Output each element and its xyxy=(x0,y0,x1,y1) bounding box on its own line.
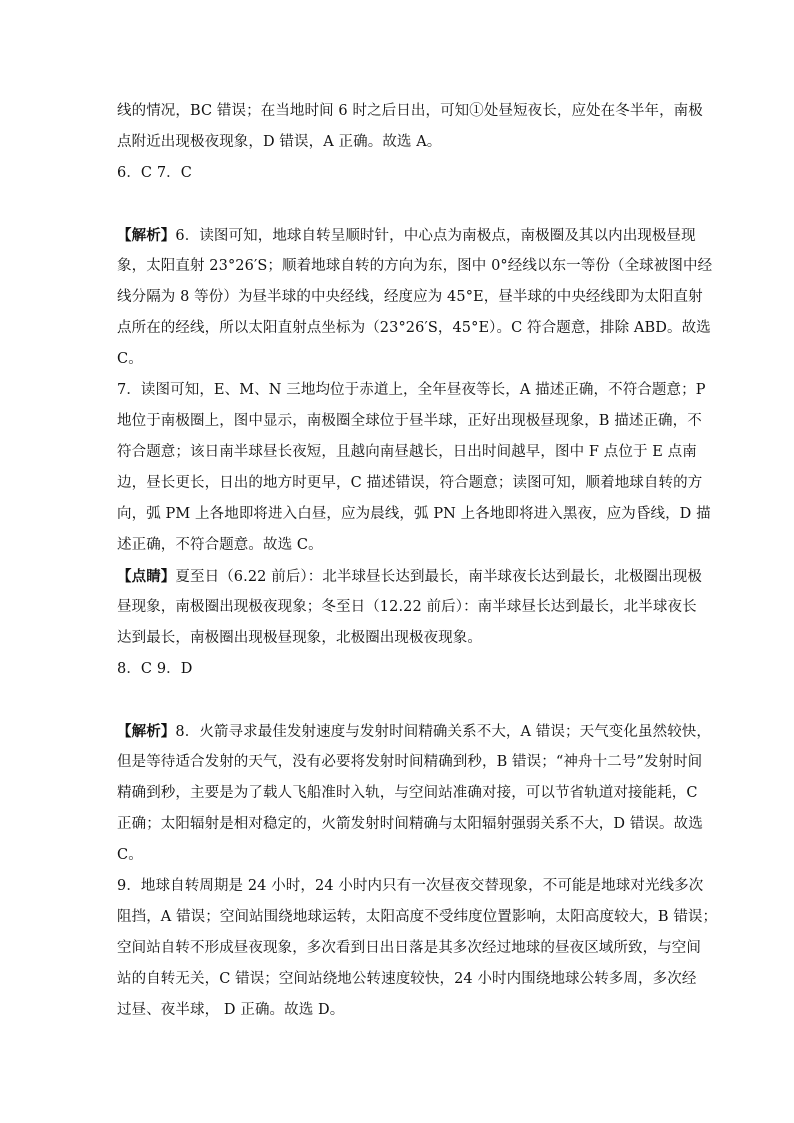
text-line xyxy=(117,623,687,654)
text-line xyxy=(117,592,697,623)
line-text: 线的情况，BC 错误；在当地时间 6 时之后日出，可知①处昼短夜长，应处在冬半年，南极 xyxy=(117,103,703,119)
line-text: 正确；太阳辐射是相对稳定的，火箭发射时间精确与太阳辐射强弱关系不大，D 错误。故选 xyxy=(117,816,703,832)
line-text: 站的自转无关，C 错误；空间站绕地公转速度较快，24 小时内围绕地球公转多周，多次经 xyxy=(117,971,697,987)
line-text: 空间站自转不形成昼夜现象，多次看到日出日落是其多次经过地球的昼夜区域所致，与空间 xyxy=(117,940,701,956)
line-text: 精确到秒，主要是为了载人飞船准时入轨，与空间站准确对接，可以节省轨道对接能耗，C xyxy=(117,785,698,801)
text-line xyxy=(117,840,687,871)
line-text: 8．火箭寻求最佳发射速度与发射时间精确关系不大，A 错误；天气变化虽然较快， xyxy=(175,724,712,740)
line-text: 9．地球自转周期是 24 小时，24 小时内只有一次昼夜交替现象，不可能是地球对光线多次 xyxy=(117,878,704,894)
line-text: 线分隔为 8 等份）为昼半球的中央经线，经度应为 45°E，昼半球的中央经线即为太阳直射 xyxy=(117,289,703,305)
text-line xyxy=(117,344,687,375)
text-line xyxy=(117,158,687,189)
text-line xyxy=(117,220,696,251)
line-text: 过昼、夜半球， D 正确。故选 D。 xyxy=(117,1002,345,1018)
text-line xyxy=(117,778,698,809)
line-text: 7．读图可知，E、M、N 三地均位于赤道上，全年昼夜等长，A 描述正确，不符合题意；P xyxy=(117,382,706,398)
text-line xyxy=(117,437,697,468)
text-line xyxy=(117,654,687,685)
line-text: 但是等待适合发射的天气，没有必要将发射时间精确到秒，B 错误；“神舟十二号”发射时间 xyxy=(117,754,703,770)
line-text: 达到最长，南极圈出现极昼现象，北极圈出现极夜现象。 xyxy=(117,630,482,646)
line-text: 点所在的经线，所以太阳直射点坐标为（23°26′S，45°E）。C 符合题意，排除 ABD。故选 xyxy=(117,320,711,336)
line-text: 昼现象，南极圈出现极夜现象；冬至日（12.22 前后）：南半球昼长达到最长，北半球夜长 xyxy=(117,599,697,615)
text-line xyxy=(117,747,703,778)
text-line xyxy=(117,282,703,313)
line-text: C。 xyxy=(117,847,143,863)
line-text: 点附近出现极夜现象，D 错误，A 正确。故选 A。 xyxy=(117,134,442,150)
text-line xyxy=(117,468,703,499)
line-text: 向，弧 PM 上各地即将进入白昼，应为晨线，弧 PN 上各地即将进入黑夜，应为昏线，D 描 xyxy=(117,506,711,522)
text-line xyxy=(117,716,712,747)
line-text: 阻挡，A 错误；空间站围绕地球运转，太阳高度不受纬度位置影响，太阳高度较大，B 错误； xyxy=(117,909,718,925)
document-page xyxy=(117,96,718,1026)
line-text: 地位于南极圈上，图中显示，南极圈全球位于昼半球，正好出现极昼现象，B 描述正确，不 xyxy=(117,413,702,429)
text-line xyxy=(117,561,702,592)
text-line xyxy=(117,96,703,127)
text-line xyxy=(117,995,687,1026)
text-line xyxy=(117,902,718,933)
line-text: 象，太阳直射 23°26′S；顺着地球自转的方向为东，图中 0°经线以东一等份（全球被图中经 xyxy=(117,258,713,274)
text-line xyxy=(117,530,687,561)
text-line xyxy=(117,406,702,437)
text-line xyxy=(117,933,701,964)
line-text: 6．C 7．C xyxy=(117,165,192,181)
blank-line xyxy=(117,189,687,220)
blank-line xyxy=(117,685,687,716)
line-text: 6．读图可知，地球自转呈顺时针，中心点为南极点，南极圈及其以内出现极昼现 xyxy=(175,228,696,244)
line-text: 符合题意；该日南半球昼长夜短，且越向南昼越长，日出时间越早，图中 F 点位于 E 点南 xyxy=(117,444,697,460)
line-text: 述正确，不符合题意。故选 C。 xyxy=(117,537,323,553)
line-text: 8．C 9．D xyxy=(117,661,193,677)
text-line xyxy=(117,313,711,344)
section-tag: 【解析】 xyxy=(117,227,176,244)
line-text: C。 xyxy=(117,351,143,367)
text-line xyxy=(117,375,706,406)
text-line xyxy=(117,871,704,902)
section-tag: 【解析】 xyxy=(117,723,176,740)
text-line xyxy=(117,127,687,158)
text-line xyxy=(117,809,703,840)
line-text: 边，昼长更长，日出的地方时更早，C 描述错误，符合题意；读图可知，顺着地球自转的方 xyxy=(117,475,703,491)
section-tag: 【点睛】 xyxy=(117,568,176,585)
text-line xyxy=(117,499,711,530)
text-line xyxy=(117,964,697,995)
text-line xyxy=(117,251,713,282)
line-text: 夏至日（6.22 前后）：北半球昼长达到最长，南半球夜长达到最长，北极圈出现极 xyxy=(175,569,702,585)
